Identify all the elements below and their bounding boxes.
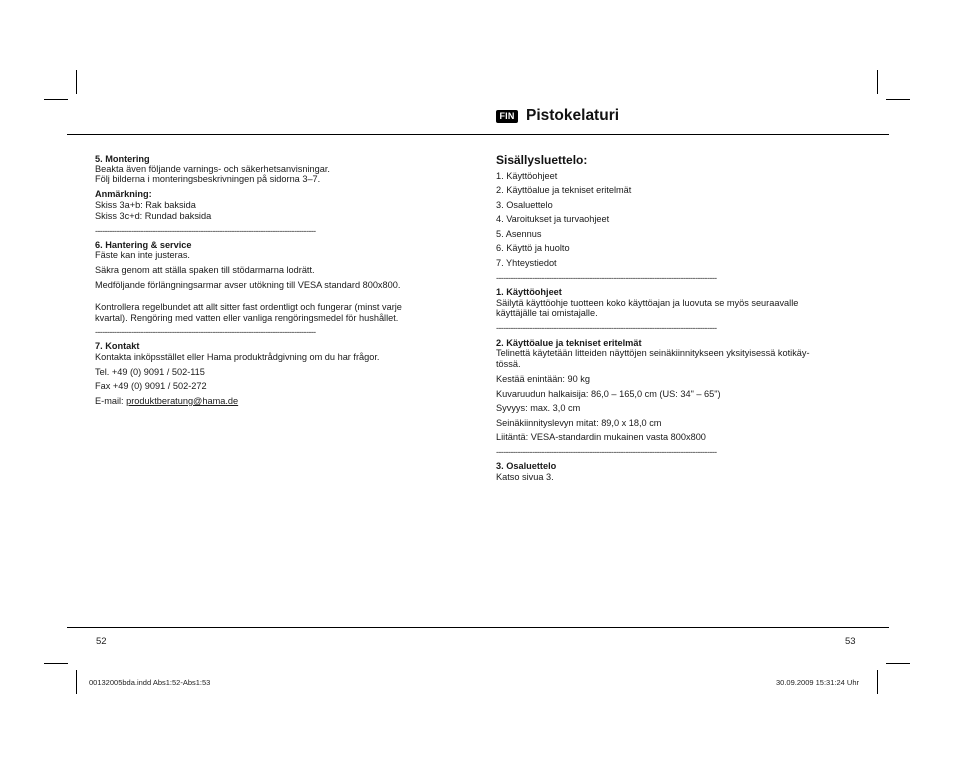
toc-item: 3. Osaluettelo <box>496 200 553 210</box>
section-2-heading: 2. Käyttöalue ja tekniset eritelmät <box>496 338 642 348</box>
toc-item: 4. Varoitukset ja turvaohjeet <box>496 214 610 224</box>
separator: -------------------------------------------------------------------------------------------- <box>95 226 316 236</box>
section-2-line: tössä. <box>496 359 521 369</box>
header-rule <box>67 134 889 135</box>
separator: -------------------------------------------------------------------------------------------- <box>496 273 717 283</box>
file-info: 00132005bda.indd Abs1:52-Abs1:53 <box>89 678 211 687</box>
section-3-line: Katso sivua 3. <box>496 472 554 482</box>
section-6-line: Fäste kan inte justeras. <box>95 250 190 260</box>
contact-tel: Tel. +49 (0) 9091 / 502-115 <box>95 367 205 377</box>
note-line: Skiss 3a+b: Rak baksida <box>95 200 196 210</box>
toc-item: 6. Käyttö ja huolto <box>496 243 570 253</box>
section-6-line: Medföljande förlängningsarmar avser utökning till VESA standard 800x800. <box>95 280 401 290</box>
language-badge: FIN <box>496 110 518 123</box>
spec-line: Kestää enintään: 90 kg <box>496 374 590 384</box>
crop-mark <box>76 70 77 94</box>
crop-mark <box>44 663 68 664</box>
separator: -------------------------------------------------------------------------------------------- <box>496 447 717 457</box>
section-6-line: kvartal). Rengöring med vatten eller vanliga rengöringsmedel för hushållet. <box>95 313 399 323</box>
toc-item: 2. Käyttöalue ja tekniset eritelmät <box>496 185 632 195</box>
email-label: E-mail: <box>95 396 127 406</box>
page-number-right: 53 <box>845 636 856 647</box>
crop-mark <box>877 70 878 94</box>
spec-line: Syvyys: max. 3,0 cm <box>496 403 581 413</box>
section-1-heading: 1. Käyttöohjeet <box>496 287 562 297</box>
contact-email-row <box>95 396 238 407</box>
section-1-line: Säilytä käyttöohje tuotteen koko käyttöajan ja luovuta se myös seuraavalle <box>496 298 799 308</box>
toc-item: 1. Käyttöohjeet <box>496 171 558 181</box>
print-timestamp: 30.09.2009 15:31:24 Uhr <box>776 678 859 687</box>
section-6-line: Kontrollera regelbundet att allt sitter fast ordentligt och fungerar (minst varje <box>95 302 402 312</box>
section-2-line: Telinettä käytetään litteiden näyttöjen seinäkiinnitykseen yksityisessä kotikäy- <box>496 348 810 358</box>
spec-line: Seinäkiinnityslevyn mitat: 89,0 x 18,0 cm <box>496 418 662 428</box>
section-7-line: Kontakta inköpsstället eller Hama produktrådgivning om du har frågor. <box>95 352 380 362</box>
toc-item: 7. Yhteystiedot <box>496 258 557 268</box>
section-5-line: Beakta även följande varnings- och säkerhetsanvisningar. <box>95 164 330 174</box>
note-line: Skiss 3c+d: Rundad baksida <box>95 211 212 221</box>
email-link[interactable]: produktberatung@hama.de <box>126 396 239 406</box>
crop-mark <box>877 670 878 694</box>
crop-mark <box>886 99 910 100</box>
section-1-line: käyttäjälle tai omistajalle. <box>496 308 598 318</box>
page-title: Pistokelaturi <box>526 107 620 124</box>
spec-line: Liitäntä: VESA-standardin mukainen vasta 800x800 <box>496 432 706 442</box>
note-heading: Anmärkning: <box>95 189 152 199</box>
page-number-left: 52 <box>96 636 107 647</box>
separator: -------------------------------------------------------------------------------------------- <box>95 327 316 337</box>
contact-fax: Fax +49 (0) 9091 / 502-272 <box>95 381 207 391</box>
separator: -------------------------------------------------------------------------------------------- <box>496 323 717 333</box>
crop-mark <box>44 99 68 100</box>
crop-mark <box>886 663 910 664</box>
toc-heading: Sisällysluettelo: <box>496 153 588 167</box>
spec-line: Kuvaruudun halkaisija: 86,0 – 165,0 cm (US: 34" – 65") <box>496 389 721 399</box>
section-3-heading: 3. Osaluettelo <box>496 461 557 471</box>
crop-mark <box>76 670 77 694</box>
section-7-heading: 7. Kontakt <box>95 341 140 351</box>
section-6-heading: 6. Hantering & service <box>95 240 192 250</box>
toc-item: 5. Asennus <box>496 229 542 239</box>
footer-rule <box>67 627 889 628</box>
section-5-line: Följ bilderna i monteringsbeskrivningen på sidorna 3–7. <box>95 174 321 184</box>
section-5-heading: 5. Montering <box>95 154 150 164</box>
section-6-line: Säkra genom att ställa spaken till stödarmarna lodrätt. <box>95 265 315 275</box>
